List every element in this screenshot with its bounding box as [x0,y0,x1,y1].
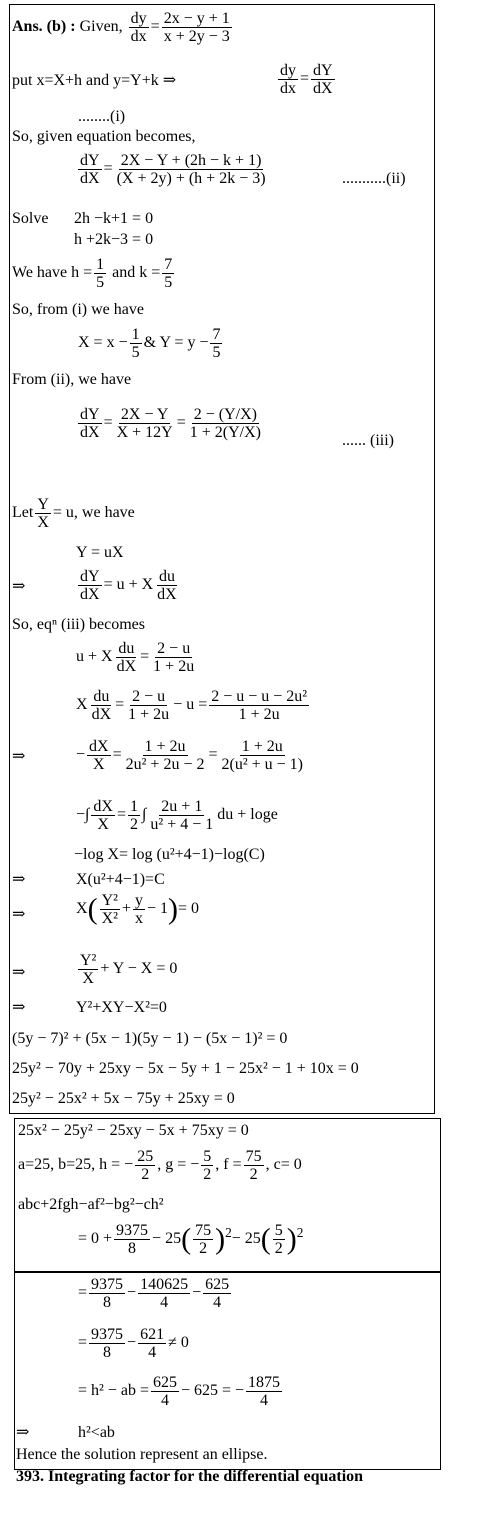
numerator: 140625 [140,1276,189,1293]
denominator: X² [101,910,118,927]
numerator: 75 [195,1222,212,1239]
denominator: 4 [260,1392,269,1409]
numerator: dY [80,152,100,169]
text: − 25 [231,1230,261,1248]
text: − [127,1284,137,1302]
numerator: dY [80,406,100,423]
fraction [188,406,263,441]
denominator: dX [157,586,177,603]
numerator: 1 [131,326,140,343]
numerator: 9375 [91,1326,124,1343]
separable-step-2: X $\frac{du}{dX}$ = $\frac{2 - u}{1 + 2u}$ − u = $\frac{\text{2 − u − u − 2u²}}{1 + 2u}$ [76,688,308,723]
denominator: 2u² + 2u − 2 [125,756,205,773]
answer-label: Ans. (b) : [12,18,76,36]
numerator: 1 + 2u [144,738,186,755]
fraction [124,738,207,773]
simplified-equation [76,952,177,987]
denominator: 2 [249,1166,258,1183]
curve-equation: Y²+XY−X²=0 [76,999,167,1016]
text: a=25, b=25, h = − [18,1156,134,1174]
numerator: 2u + 1 [161,798,203,815]
denominator: 2 [141,1166,150,1183]
text: , g = − [157,1156,200,1174]
text: − u = [173,696,208,714]
numerator: du [158,568,175,585]
numerator: dy [130,10,147,27]
discriminant-evaluation [78,1276,233,1311]
fraction [100,892,120,927]
numerator: 1875 [248,1374,281,1391]
numerator: du [118,640,135,657]
fraction [244,1148,264,1183]
denominator: dX [80,586,100,603]
denominator: dx [280,80,296,97]
fraction [78,406,102,441]
text: , f = [215,1156,242,1174]
denominator: 1 + 2u [128,706,170,723]
numerator: 1 [130,798,138,815]
numerator: dY [313,62,333,79]
numerator: dX [93,798,113,815]
denominator: 2 [199,1240,208,1257]
fraction [126,688,171,723]
implies-symbol: ⇒ [12,964,26,981]
fraction [115,152,268,187]
fraction [78,568,102,603]
numerator: 621 [140,1326,165,1343]
fraction [135,1148,155,1183]
fraction [89,1276,125,1311]
fraction [311,62,335,97]
numerator: 625 [205,1276,230,1293]
substitution-derivative: $\frac{dy}{dx}$ = $\frac{dY}{dX}$ [280,62,333,97]
denominator: X [97,816,109,833]
denominator: x [134,910,143,927]
right-paren: ) [215,1222,226,1256]
fraction [273,1222,285,1257]
eq-iii-becomes: So, eqⁿ (iii) becomes [12,616,146,633]
numerator: 7 [212,326,221,343]
given-equation: Ans. (b) : Given, $\frac{dy}{dx}$ = $\frac{2x - y + 1}{x + 2y - 3}$ [12,10,230,45]
denominator: X [82,970,94,987]
numerator: 1 + 2u [241,738,283,755]
y-equals-ux: Y = uX [76,544,124,561]
denominator: 4 [160,1392,169,1409]
denominator: 1 + 2u [153,658,195,675]
text: ≠ 0 [168,1334,189,1352]
text: We have h = [12,264,93,282]
denominator: 2 [203,1166,212,1183]
fraction [162,10,232,45]
fraction [210,326,222,361]
numerator: 625 [152,1374,177,1391]
text: Let [12,504,34,522]
numerator: 9375 [91,1276,124,1293]
fraction [203,1276,231,1311]
text: = 0 + [78,1230,113,1248]
text: − [76,746,86,764]
denominator: dX [116,658,137,675]
separable-step-3: − $\frac{dX}{X}$ = $\frac{1 + 2u}{\text{2u² + 2u − 2}}$ = $\frac{1 + 2u}{\text{2(u² + u − 1)}}$ [76,738,303,773]
transformed-equation: $\frac{dY}{dX}$ = $\frac{2X - Y + (2h - k + 1)}{(X + 2y) + (h + 2k - 3)}$ [80,152,266,187]
denominator: dX [80,424,100,441]
implies-symbol: ⇒ [12,748,26,765]
denominator: 1 + 2u [238,706,280,723]
denominator: 5 [131,344,140,361]
from-i-text: So, from (i) we have [12,301,144,318]
numerator: 5 [274,1222,283,1239]
denominator: 2 [274,1240,283,1257]
discriminant-result [78,1326,189,1361]
h-squared-minus-ab [78,1374,284,1409]
fraction [114,1222,150,1257]
equation-tag-i: ........(i) [78,108,126,125]
text: u + X [76,648,113,666]
denominator: 5 [164,274,173,291]
numerator: 7 [164,256,173,273]
xy-relations [78,326,224,361]
substitution-line [12,72,176,90]
denominator: 4 [213,1294,222,1311]
text: X [76,900,88,918]
transition-text: So, given equation becomes, [12,128,196,145]
integral-symbol: −∫ [76,806,90,824]
text: + Y − X = 0 [100,960,178,978]
fraction [193,1222,213,1257]
solve-equation-1: 2h −k+1 = 0 [74,210,154,227]
rearranged-line: 25x² − 25y² − 25xy − 5x + 75xy = 0 [18,1122,249,1139]
text: , c= 0 [265,1156,302,1174]
fraction [35,496,51,531]
implies-symbol: ⇒ [12,906,26,923]
text: − [127,1334,137,1352]
fraction [151,1374,179,1409]
numerator: 2X − Y [120,406,169,423]
numerator: dy [280,62,296,79]
exponent: 2 [296,1224,304,1240]
numerator: 5 [203,1148,212,1165]
conclusion-text: Hence the solution represent an ellipse. [16,1446,268,1463]
numerator: y [134,892,143,909]
fraction [91,798,115,833]
exponent: 2 [225,1224,232,1240]
integration-step: −∫ $\frac{dX}{X}$ = $\frac{1}{2}$ ∫ $\frac{2u + 1}{\text{u² + 4 − 1}}$ du + loge [76,798,278,833]
right-paren: ) [167,892,178,926]
numerator: 2 − u − u − 2u² [211,688,308,705]
numerator: 2 − u [157,640,191,657]
numerator: 2 − u [132,688,166,705]
fraction [201,1148,213,1183]
fraction [278,62,298,97]
fraction [130,326,142,361]
text: & Y = y − [143,334,209,352]
text: = [78,1334,88,1352]
numerator: 2X − Y + (2h − k + 1) [120,152,262,169]
numerator: 2x − y + 1 [163,10,230,27]
numerator: 75 [245,1148,262,1165]
fraction [89,1326,125,1361]
next-question-cutoff: 393. Integrating factor for the differential equation [16,1468,364,1485]
text: − 25 [152,1230,182,1248]
expanded-line: 25y² − 70y + 25xy − 5x − 5y + 1 − 25x² − 1 + 10x = 0 [12,1060,359,1077]
text: = u, we have [52,504,135,522]
integral-symbol: ∫ [142,806,147,824]
text: = u + X [103,576,154,594]
expanded-equation: X( $\frac{\text{Y²}}{\text{X²}}$ + $\frac{y}{x}$ − 1)= 0 [76,892,200,927]
denominator: 5 [96,274,105,291]
left-paren: ( [260,1222,271,1256]
given-text: Given, [75,18,123,36]
fraction [78,152,102,187]
text: du + loge [217,806,278,824]
fraction [90,688,114,723]
fraction [148,798,215,833]
constant-equation: X(u²+4−1)=C [76,871,165,888]
fraction [78,952,98,987]
left-paren: ( [181,1222,192,1256]
implies-symbol: ⇒ [12,999,26,1016]
fraction [115,640,139,675]
fraction [128,798,140,833]
denominator: u² + 4 − 1 [150,816,214,833]
denominator: x + 2y − 3 [163,28,230,45]
fraction [220,738,306,773]
fraction [129,10,149,45]
fraction [155,568,179,603]
solve-equation-2: h +2k−3 = 0 [74,231,154,248]
denominator: (X + 2y) + (h + 2k − 3) [116,170,266,187]
from-ii-text: From (ii), we have [12,371,132,388]
fraction [162,256,174,291]
denominator: dX [80,170,100,187]
numerator: Y² [101,892,118,909]
numerator: Y² [80,952,97,969]
denominator: 4 [148,1344,157,1361]
implies-symbol: ⇒ [12,578,26,595]
text: − 625 = − [180,1382,245,1400]
fraction [138,1326,166,1361]
h-k-values [12,256,176,291]
fraction [138,1276,190,1311]
fraction [115,406,175,441]
derivative-substitution [76,568,181,603]
denominator: 8 [103,1344,112,1361]
denominator: dX [313,80,333,97]
log-step: −log X= log (u²+4−1)−log(C) [74,846,265,863]
implies-symbol: ⇒ [12,871,26,888]
implies-symbol: ⇒ [16,1424,30,1441]
text: X = x − [78,334,128,352]
let-substitution [12,496,135,531]
denominator: X [37,514,49,531]
denominator: 4 [160,1294,169,1311]
substituted-equation: (5y − 7)² + (5x − 1)(5y − 1) − (5x − 1)² = 0 [12,1030,288,1047]
denominator: 2 [130,816,138,833]
text: = 0 [177,900,200,918]
fraction [246,1374,282,1409]
numerator: Y [37,496,49,513]
denominator: dx [130,28,147,45]
substitution-text: put x=X+h and y=Y+k ⇒ [12,72,177,89]
text: and k = [112,264,161,282]
denominator: 8 [103,1294,112,1311]
equation-tag-ii: ...........(ii) [342,170,406,187]
numerator: du [93,688,110,705]
numerator: dY [80,568,100,585]
numerator: dX [89,738,109,755]
fraction [87,738,111,773]
denominator: 2(u² + u − 1) [221,756,303,773]
discriminant-substitution [78,1222,303,1257]
left-paren: ( [87,892,98,926]
separable-step-1: u + X $\frac{du}{dX}$ = $\frac{2 - u}{1 + 2u}$ [76,640,195,675]
numerator: 9375 [116,1222,149,1239]
text: = [78,1284,88,1302]
collected-line: 25y² − 25x² + 5x − 75y + 25xy = 0 [12,1090,235,1107]
equation-tag-iii: ...... (iii) [342,432,394,449]
denominator: 5 [212,344,221,361]
solve-label: Solve [12,210,49,227]
fraction [133,892,145,927]
text: = h² − ab = [78,1382,149,1400]
text: − 1 [146,900,168,918]
denominator: dX [91,706,112,723]
text: X [76,696,88,714]
numerator: 1 [96,256,105,273]
solve-line [12,210,48,228]
text: − [192,1284,202,1302]
fraction [209,688,309,723]
denominator: X [93,756,105,773]
numerator: 2 − (Y/X) [193,406,257,423]
coefficients-line [18,1148,302,1183]
denominator: 1 + 2(Y/X) [189,424,261,441]
fraction [94,256,106,291]
denominator: 8 [128,1240,137,1257]
denominator: X + 12Y [116,424,173,441]
homogeneous-equation: $\frac{dY}{dX}$ = $\frac{2X - Y}{X + 12Y}$ = $\frac{2 - (Y/X)}{1 + 2(Y/X)}$ [80,406,261,441]
condition-inequality: h²<ab [78,1424,115,1441]
fraction [151,640,196,675]
discriminant-formula: abc+2fgh−af²−bg²−ch² [18,1196,164,1213]
numerator: 25 [137,1148,154,1165]
right-paren: ) [286,1222,297,1256]
